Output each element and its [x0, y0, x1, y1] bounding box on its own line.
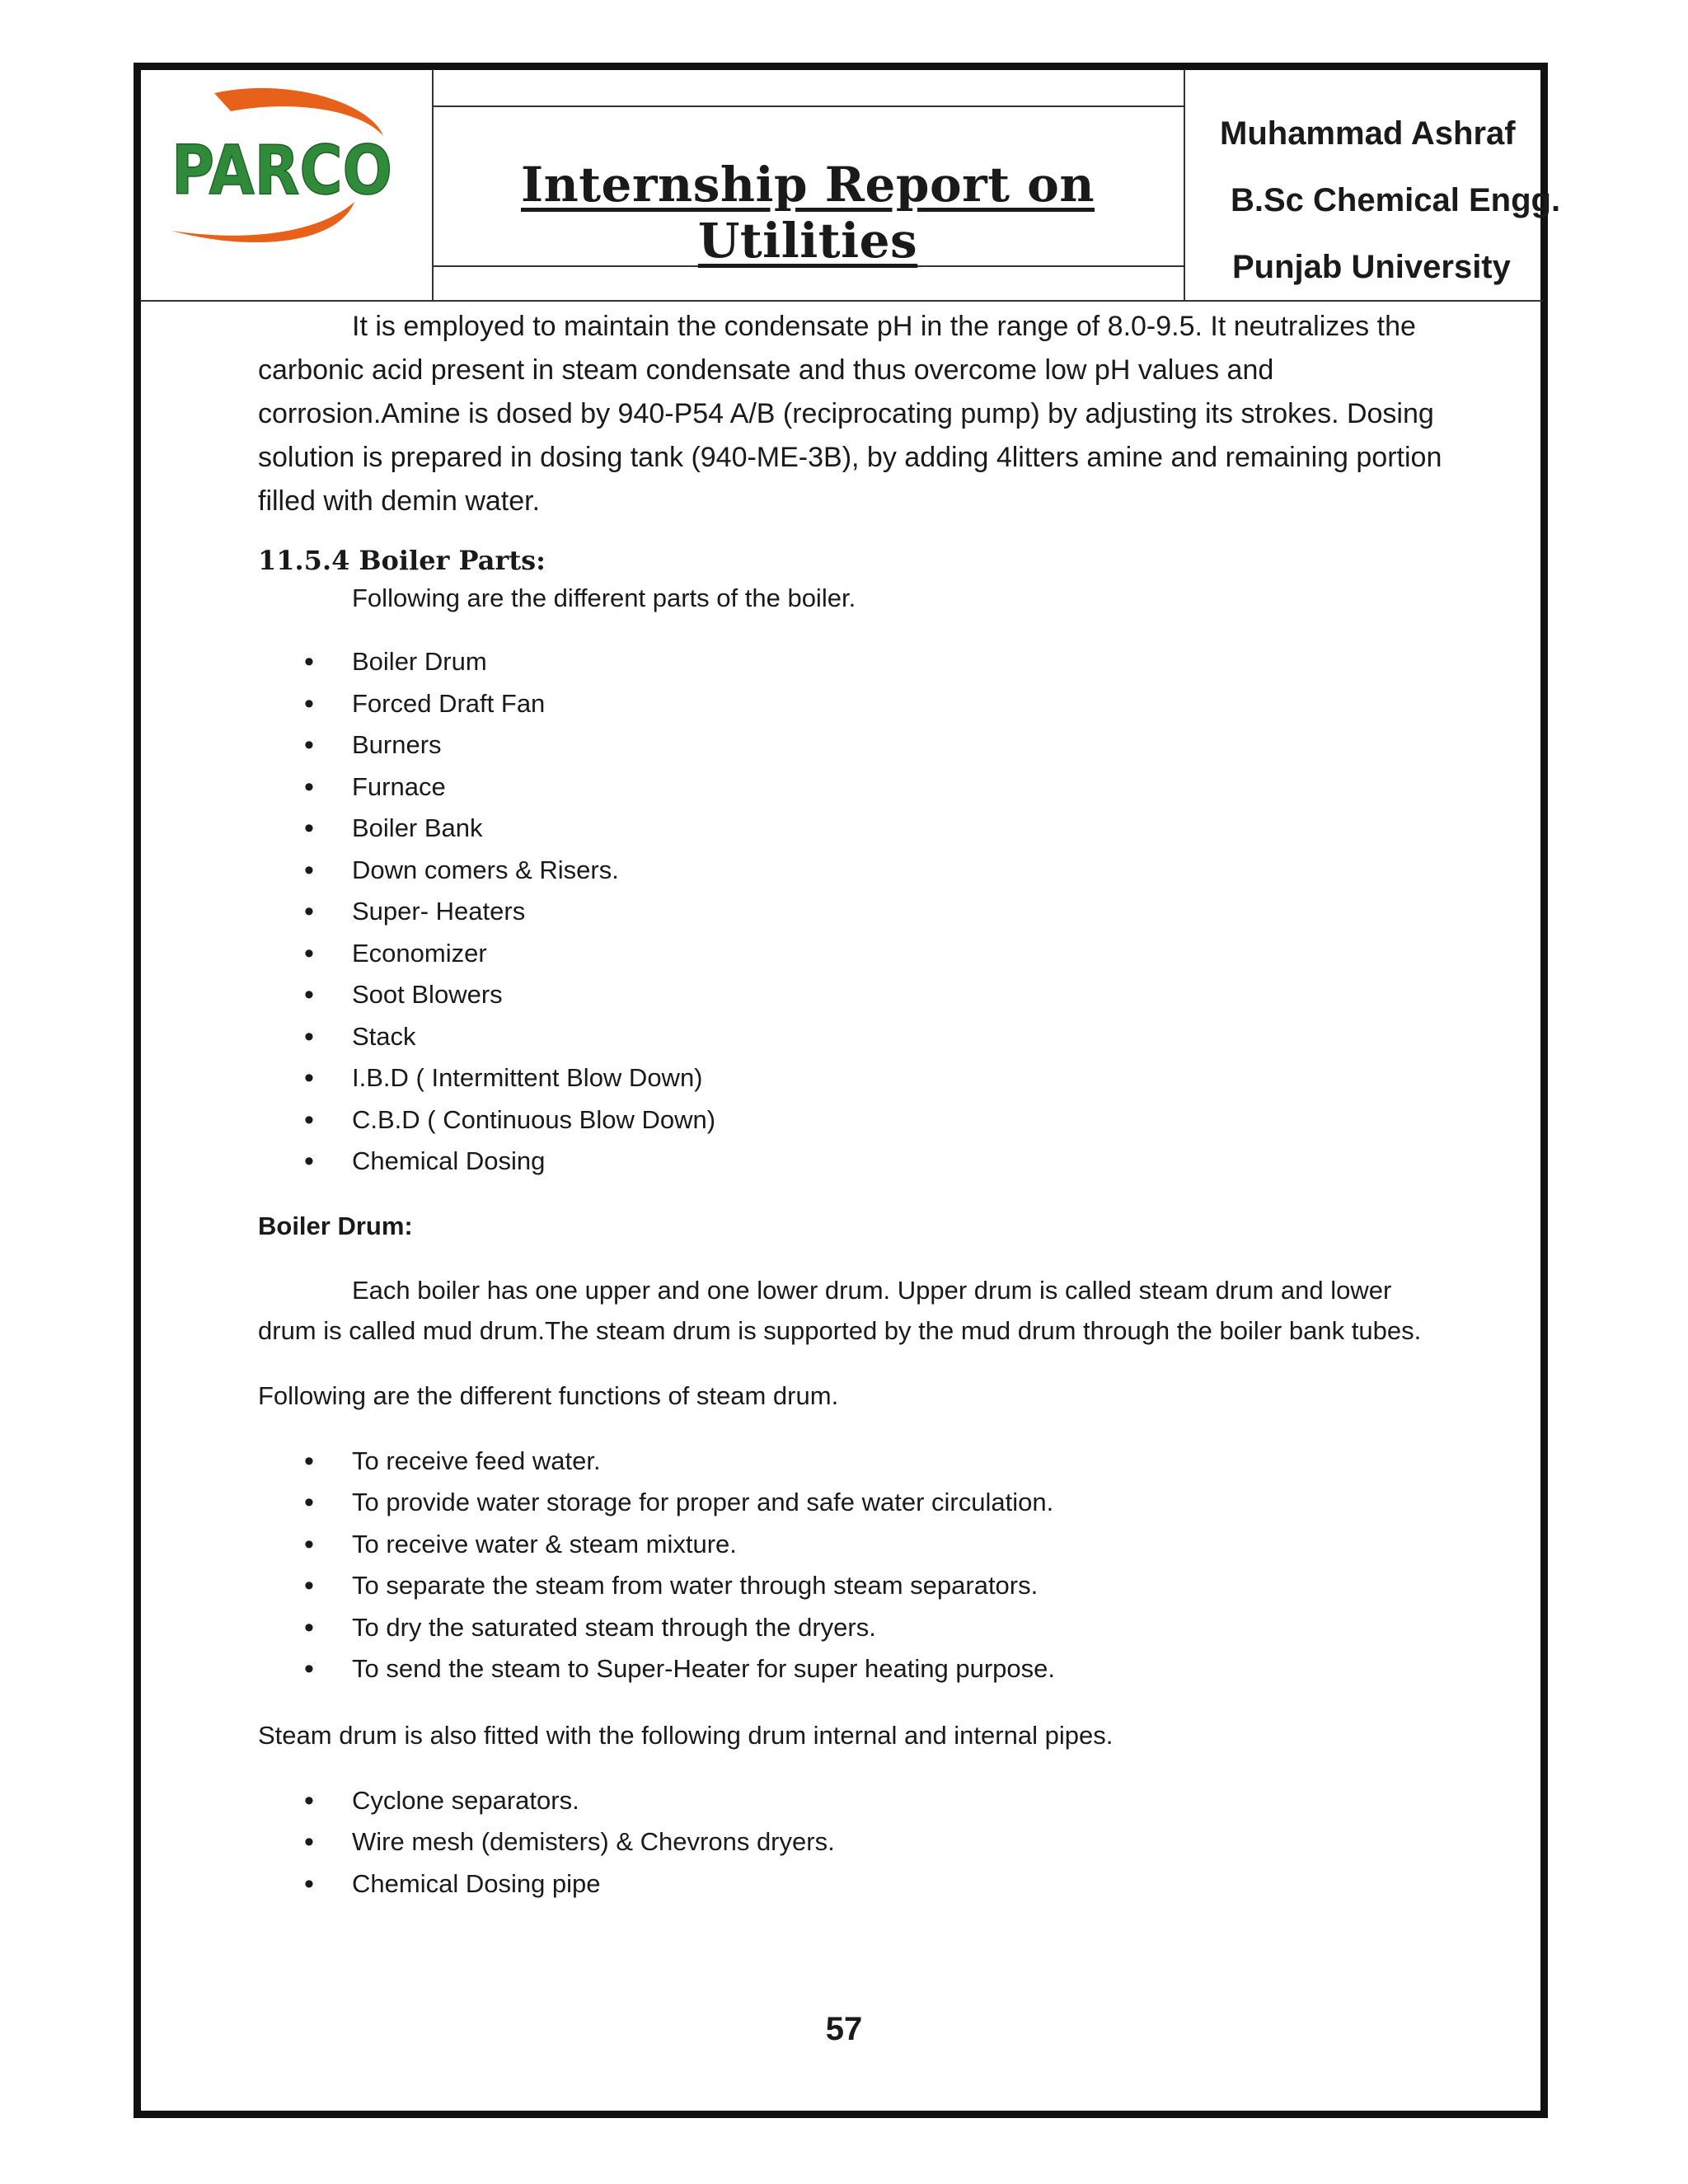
list-item: • Forced Draft Fan [258, 683, 1445, 725]
list-item: • Chemical Dosing pipe [258, 1863, 1445, 1905]
boiler-parts-list [258, 641, 1445, 1183]
parco-logo [165, 78, 404, 260]
list-item: • Boiler Drum [258, 641, 1445, 683]
author-degree: B.Sc Chemical Engg. [1231, 182, 1561, 218]
list-item: • Boiler Bank [258, 808, 1445, 850]
list-item: • To send the steam to Super-Heater for super heating purpose. [258, 1648, 1445, 1690]
report-title: Internship Report on Utilities [520, 157, 1095, 269]
list-item: • Down comers & Risers. [258, 850, 1445, 892]
list-item: • Burners [258, 724, 1445, 766]
author-university: Punjab University [1232, 249, 1511, 285]
list-item: • To provide water storage for proper and safe water circulation. [258, 1482, 1445, 1524]
list-item: • Stack [258, 1016, 1445, 1058]
list-item: • Chemical Dosing [258, 1141, 1445, 1183]
list-item: • Cyclone separators. [258, 1780, 1445, 1822]
list-item: • To dry the saturated steam through the dryers. [258, 1607, 1445, 1649]
drum-functions-list [258, 1441, 1445, 1690]
internals-intro: Steam drum is also fitted with the following drum internal and internal pipes. [258, 1720, 1114, 1750]
section-intro: Following are the different parts of the boiler. [352, 583, 856, 612]
boiler-drum-heading: Boiler Drum: [258, 1211, 413, 1240]
page-number: 57 [825, 2011, 863, 2047]
list-item: • To receive water & steam mixture. [258, 1524, 1445, 1566]
list-item: • Economizer [258, 933, 1445, 975]
list-item: • Super- Heaters [258, 891, 1445, 933]
list-item: • C.B.D ( Continuous Blow Down) [258, 1099, 1445, 1141]
list-item: • To separate the steam from water through steam separators. [258, 1565, 1445, 1607]
list-item: • To receive feed water. [258, 1441, 1445, 1483]
intro-paragraph: It is employed to maintain the condensate pH in the range of 8.0-9.5. It neutralizes the carbonic acid present in steam condensate and thus overcome low pH values and corrosion.Amine is dosed by 940-P54 A/B (reciprocating pump) by adjusting its strokes. Dosing solution is prepared in dosing tank (940-ME-3B), by adding 4litters amine and remaining portion filled with demin water. [258, 311, 1442, 517]
section-heading: 11.5.4 Boiler Parts: [258, 545, 546, 576]
functions-intro: Following are the different functions of steam drum. [258, 1380, 839, 1410]
title-rule-top [432, 105, 1185, 107]
list-item: • I.B.D ( Intermittent Blow Down) [258, 1057, 1445, 1099]
author-name: Muhammad Ashraf [1220, 115, 1516, 152]
logo-wordmark: PARCO [171, 132, 392, 210]
page-content [258, 305, 1445, 1905]
drum-internals-list [258, 1780, 1445, 1905]
list-item: • Furnace [258, 766, 1445, 808]
list-item: • Soot Blowers [258, 974, 1445, 1016]
header-bottom-rule [140, 300, 1543, 302]
list-item: • Wire mesh (demisters) & Chevrons dryers. [258, 1821, 1445, 1863]
boiler-drum-paragraph: Each boiler has one upper and one lower drum. Upper drum is called steam drum and lower drum is called mud drum.The steam drum is supported by the mud drum through the boiler bank tubes. [258, 1275, 1422, 1345]
